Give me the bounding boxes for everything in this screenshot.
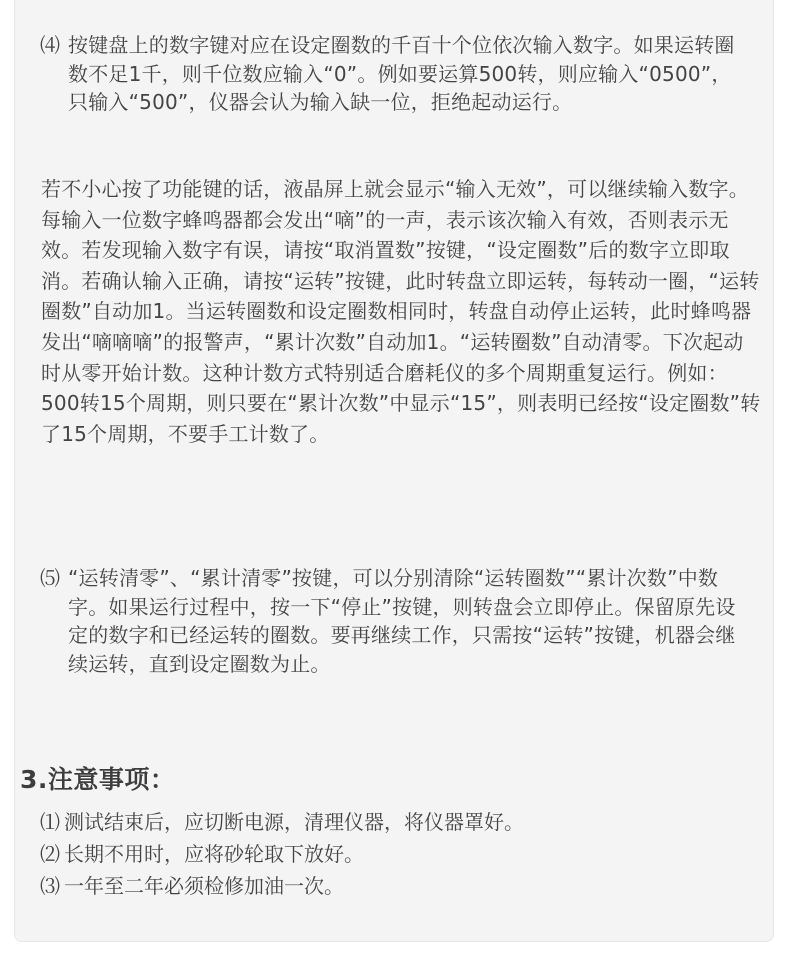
section-5-number: ⑸ <box>40 566 61 590</box>
note-text: 长期不用时，应将砂轮取下放好。 <box>64 842 364 866</box>
note-item <box>40 808 740 836</box>
notes-heading: 3.注意事项： <box>20 765 176 794</box>
content-card <box>14 0 774 942</box>
note-number: ⑵ <box>40 842 60 866</box>
note-text: 一年至二年必须检修加油一次。 <box>64 874 344 898</box>
note-item <box>40 840 740 868</box>
note-number: ⑴ <box>40 810 60 834</box>
section-4-number: ⑷ <box>40 33 61 57</box>
note-text: 测试结束后，应切断电源，清理仪器，将仪器罩好。 <box>64 810 524 834</box>
note-number: ⑶ <box>40 874 60 898</box>
section-4 <box>40 31 740 117</box>
section-5 <box>40 564 740 678</box>
function-key-paragraph: 若不小心按了功能键的话，液晶屏上就会显示“输入无效”，可以继续输入数字。每输入一位数字蜂鸣器都会发出“嘀”的一声，表示该次输入有效，否则表示无效。若发现输入数字有误，请按“取消置数”按键，“设定圈数”后的数字立即取消。若确认输入正确，请按“运转”按键，此时转盘立即运转，每转动一圈，“运转圈数”自动加1。当运转圈数和设定圈数相同时，转盘自动停止运转，此时蜂鸣器发出“嘀嘀嘀”的报警声，“累计次数”自动加1。“运转圈数”自动清零。下次起动时从零开始计数。这种计数方式特别适合磨耗仪的多个周期重复运行。例如：500转15个周期，则只要在“累计次数”中显示“15”，则表明已经按“设定圈数”转了15个周期，不要手工计数了。 <box>41 177 761 446</box>
note-item <box>40 872 740 900</box>
section-4-text: 按键盘上的数字键对应在设定圈数的千百十个位依次输入数字。如果运转圈数不足1千，则千位数应输入“0”。例如要运算500转，则应输入“0500”，只输入“500”，仪器会认为输入缺一位，拒绝起动运行。 <box>68 33 735 114</box>
section-5-text: “运转清零”、“累计清零”按键，可以分别清除“运转圈数”“累计次数”中数字。如果运行过程中，按一下“停止”按键，则转盘会立即停止。保留原先设定的数字和已经运转的圈数。要再继续工作，只需按“运转”按键，机器会继续运转，直到设定圈数为止。 <box>68 566 736 676</box>
